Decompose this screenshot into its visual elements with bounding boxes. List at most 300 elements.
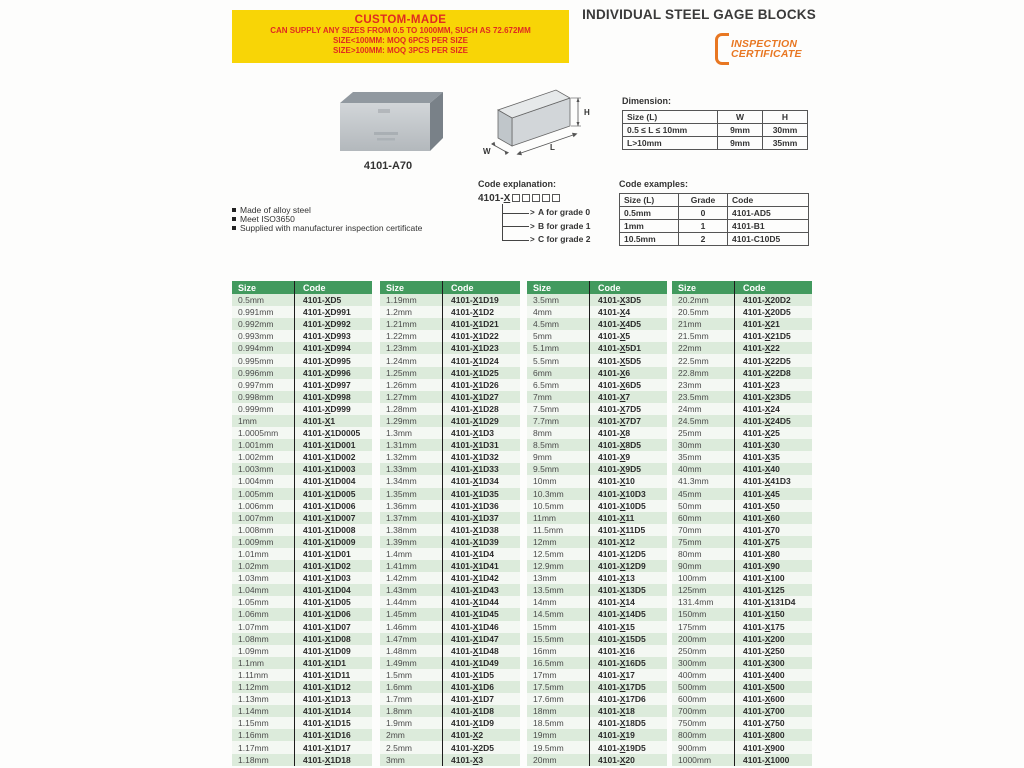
- code-cell: 4101-X1D07: [294, 621, 372, 633]
- size-cell: 0.993mm: [238, 331, 274, 342]
- table-row: [232, 669, 372, 681]
- size-cell: 0.995mm: [238, 355, 274, 366]
- header-cell: W: [718, 111, 763, 124]
- table-row: [672, 572, 812, 584]
- code-cell: 4101-X1D5: [442, 669, 520, 681]
- table-row: [380, 318, 520, 330]
- code-cell: 4101-X500: [734, 681, 812, 693]
- size-cell: 1.21mm: [386, 319, 417, 330]
- code-cell: 4101-X60: [734, 512, 812, 524]
- size-cell: 41.3mm: [678, 476, 709, 487]
- table-row: [527, 500, 667, 512]
- code-cell: 4101-X20D5: [734, 306, 812, 318]
- table-row: [527, 354, 667, 366]
- table-row: [232, 354, 372, 366]
- size-cell: 1.38mm: [386, 524, 417, 535]
- code-cell: 4101-X1D05: [294, 596, 372, 608]
- table-row: [232, 318, 372, 330]
- size-cell: 1.48mm: [386, 645, 417, 656]
- table-row: [527, 657, 667, 669]
- table-row: [380, 596, 520, 608]
- table-row: [527, 451, 667, 463]
- size-cell: 10.3mm: [533, 488, 564, 499]
- table-row: [380, 572, 520, 584]
- size-cell: 1.009mm: [238, 536, 274, 547]
- size-cell: 1.11mm: [238, 669, 269, 680]
- table-row: [527, 463, 667, 475]
- table-row: [672, 693, 812, 705]
- digit-box: [512, 194, 520, 202]
- size-cell: 0.999mm: [238, 403, 274, 414]
- code-cell: 4101-X100: [734, 572, 812, 584]
- table-row: [380, 669, 520, 681]
- size-header-cell: Size: [678, 282, 697, 293]
- table-row: [527, 415, 667, 427]
- code-cell: 4101-X1D48: [442, 645, 520, 657]
- header-cell: Code: [728, 194, 809, 207]
- size-cell: 1.44mm: [386, 597, 417, 608]
- code-cell: 4101-X1D41: [442, 560, 520, 572]
- size-table-header: [527, 281, 667, 294]
- size-cell: 22mm: [678, 343, 702, 354]
- size-cell: 1.0005mm: [238, 428, 279, 439]
- code-examples-section: [619, 179, 809, 246]
- size-cell: 0.992mm: [238, 319, 274, 330]
- table-row: [672, 294, 812, 306]
- code-cell: 4101-X1D15: [294, 717, 372, 729]
- code-cell: 4101-X6D5: [589, 379, 667, 391]
- table-row: [232, 439, 372, 451]
- code-cell: 4101-X5D1: [589, 342, 667, 354]
- size-cell: 16.5mm: [533, 657, 564, 668]
- size-cell: 1.42mm: [386, 573, 417, 584]
- table-row: [672, 536, 812, 548]
- table-row: [380, 294, 520, 306]
- table-row: [232, 488, 372, 500]
- size-cell: 1.37mm: [386, 512, 417, 523]
- code-cell: 4101-X1D23: [442, 342, 520, 354]
- size-cell: 8.5mm: [533, 440, 559, 451]
- code-cell: 4101-X1D3: [442, 427, 520, 439]
- code-cell: 4101-X1000: [734, 754, 812, 766]
- feature-text: Made of alloy steel: [240, 205, 311, 216]
- table-row: [232, 633, 372, 645]
- table-row: [232, 681, 372, 693]
- size-cell: 1mm: [238, 415, 257, 426]
- table-row: [380, 500, 520, 512]
- size-cell: 1.3mm: [386, 428, 412, 439]
- table-row: [232, 427, 372, 439]
- code-digit-boxes: [510, 193, 560, 204]
- size-cell: 1.32mm: [386, 452, 417, 463]
- size-cell: 1.004mm: [238, 476, 274, 487]
- size-cell: 1.29mm: [386, 415, 417, 426]
- size-cell: 30mm: [678, 440, 702, 451]
- table-row: [232, 657, 372, 669]
- size-cell: 75mm: [678, 536, 702, 547]
- table-row: [672, 330, 812, 342]
- size-cell: 3mm: [386, 754, 405, 765]
- cell: 4101-AD5: [728, 207, 809, 220]
- code-cell: 4101-X1D1: [294, 657, 372, 669]
- size-cell: 35mm: [678, 452, 702, 463]
- feature-item: [232, 224, 422, 233]
- table-row: [232, 705, 372, 717]
- digit-box: [522, 194, 530, 202]
- table-row: [672, 741, 812, 753]
- code-cell: 4101-XD996: [294, 367, 372, 379]
- code-cell: 4101-X25: [734, 427, 812, 439]
- arrow-icon: >: [530, 235, 535, 244]
- code-cell: 4101-X70: [734, 524, 812, 536]
- code-cell: 4101-X7: [589, 391, 667, 403]
- table-row: [232, 500, 372, 512]
- size-cell: 1.26mm: [386, 379, 417, 390]
- size-cell: 1.22mm: [386, 331, 417, 342]
- code-cell: 4101-X600: [734, 693, 812, 705]
- code-cell: 4101-X1D38: [442, 524, 520, 536]
- table-row: [380, 681, 520, 693]
- size-cell: 14mm: [533, 597, 557, 608]
- cell: 9mm: [718, 124, 763, 137]
- code-cell: 4101-X1D002: [294, 451, 372, 463]
- table-row: [672, 754, 812, 766]
- table-row: [232, 379, 372, 391]
- table-row: [527, 741, 667, 753]
- code-cell: 4101-X700: [734, 705, 812, 717]
- table-row: [527, 717, 667, 729]
- code-cell: 4101-X1D29: [442, 415, 520, 427]
- code-cell: 4101-X1D47: [442, 633, 520, 645]
- size-cell: 21.5mm: [678, 331, 709, 342]
- code-cell: 4101-X80: [734, 548, 812, 560]
- header-cell: H: [763, 111, 808, 124]
- code-cell: 4101-X1D36: [442, 500, 520, 512]
- size-cell: 24.5mm: [678, 415, 709, 426]
- code-cell: 4101-X2: [442, 729, 520, 741]
- size-cell: 11.5mm: [533, 524, 564, 535]
- size-cell: 1.34mm: [386, 476, 417, 487]
- table-row: [232, 596, 372, 608]
- size-cell: 13mm: [533, 573, 557, 584]
- size-cell: 250mm: [678, 645, 707, 656]
- code-cell: 4101-X1D4: [442, 548, 520, 560]
- cell: 9mm: [718, 137, 763, 150]
- size-table-header: [672, 281, 812, 294]
- size-cell: 9mm: [533, 452, 552, 463]
- code-cell: 4101-X1D13: [294, 693, 372, 705]
- size-cell: 1.41mm: [386, 561, 417, 572]
- size-cell: 4.5mm: [533, 319, 559, 330]
- table-row: [527, 439, 667, 451]
- code-cell: 4101-X1D35: [442, 488, 520, 500]
- table-row: [672, 306, 812, 318]
- digit-box: [552, 194, 560, 202]
- size-cell: 0.5mm: [238, 295, 264, 306]
- size-cell: 12mm: [533, 536, 557, 547]
- table-row: [672, 717, 812, 729]
- size-cell: 600mm: [678, 694, 707, 705]
- code-cell: 4101-X250: [734, 645, 812, 657]
- table-row: [527, 403, 667, 415]
- size-cell: 1.19mm: [386, 295, 417, 306]
- size-table-header: [232, 281, 372, 294]
- size-cell: 700mm: [678, 706, 707, 717]
- dimension-heading: Dimension:: [622, 96, 672, 106]
- table-row: [380, 524, 520, 536]
- table-row: [380, 354, 520, 366]
- grade-label: B for grade 1: [538, 220, 591, 231]
- code-cell: 4101-X1D49: [442, 657, 520, 669]
- size-cell: 4mm: [533, 307, 552, 318]
- table-row: [380, 475, 520, 487]
- code-cell: 4101-X1D004: [294, 475, 372, 487]
- size-cell: 1.12mm: [238, 682, 269, 693]
- code-cell: 4101-X14D5: [589, 608, 667, 620]
- table-row: [380, 729, 520, 741]
- table-row: [672, 451, 812, 463]
- code-cell: 4101-X1D25: [442, 367, 520, 379]
- product-photo: [330, 88, 450, 167]
- table-row: [527, 391, 667, 403]
- code-cell: 4101-X1D37: [442, 512, 520, 524]
- size-header-cell: Size: [238, 282, 257, 293]
- code-cell: 4101-X1D7: [442, 693, 520, 705]
- code-cell: 4101-X19D5: [589, 741, 667, 753]
- table-row: [527, 621, 667, 633]
- inspection-certificate-badge: [715, 33, 802, 65]
- table-row: [527, 342, 667, 354]
- table-row: [620, 207, 809, 220]
- size-cell: 100mm: [678, 573, 707, 584]
- code-header-cell: Code: [734, 281, 812, 294]
- code-cell: 4101-X9: [589, 451, 667, 463]
- table-row: [380, 536, 520, 548]
- table-row: [672, 645, 812, 657]
- code-header-cell: Code: [442, 281, 520, 294]
- code-cell: 4101-X10D3: [589, 488, 667, 500]
- size-table-3: [527, 281, 667, 766]
- code-header-cell: Code: [294, 281, 372, 294]
- size-cell: 1.27mm: [386, 391, 417, 402]
- table-row: [527, 330, 667, 342]
- code-cell: 4101-X1D6: [442, 681, 520, 693]
- code-cell: 4101-X13: [589, 572, 667, 584]
- size-cell: 5.1mm: [533, 343, 559, 354]
- size-cell: 150mm: [678, 609, 707, 620]
- size-cell: 15mm: [533, 621, 557, 632]
- code-cell: 4101-X2D5: [442, 741, 520, 753]
- size-cell: 125mm: [678, 585, 707, 596]
- code-cell: 4101-X1D06: [294, 608, 372, 620]
- table-row: [232, 451, 372, 463]
- code-cell: 4101-X6: [589, 367, 667, 379]
- arrow-icon: >: [530, 221, 535, 231]
- table-row: [672, 500, 812, 512]
- table-row: [232, 330, 372, 342]
- code-cell: 4101-X5D5: [589, 354, 667, 366]
- table-row: [620, 233, 809, 246]
- code-cell: 4101-X35: [734, 451, 812, 463]
- code-cell: 4101-X10D5: [589, 500, 667, 512]
- size-cell: 17.5mm: [533, 682, 564, 693]
- custom-made-line: SIZE>100MM: MOQ 3PCS PER SIZE: [333, 46, 468, 55]
- code-cell: 4101-X1D16: [294, 729, 372, 741]
- code-cell: 4101-X7D5: [589, 403, 667, 415]
- table-row: [380, 621, 520, 633]
- size-cell: 22.5mm: [678, 355, 709, 366]
- block-diagram: [482, 84, 600, 169]
- code-cell: 4101-X19: [589, 729, 667, 741]
- table-row: [232, 693, 372, 705]
- size-cell: 1.02mm: [238, 561, 269, 572]
- size-cell: 25mm: [678, 428, 702, 439]
- table-row: [672, 354, 812, 366]
- cell: 4101-C10D5: [728, 233, 809, 246]
- table-row: [672, 439, 812, 451]
- cell: 10.5mm: [620, 233, 679, 246]
- size-cell: 1000mm: [678, 754, 712, 765]
- table-row: [527, 608, 667, 620]
- table-row: [672, 403, 812, 415]
- cell: 1mm: [620, 220, 679, 233]
- code-cell: 4101-X24D5: [734, 415, 812, 427]
- size-cell: 18mm: [533, 706, 557, 717]
- size-cell: 20.2mm: [678, 295, 709, 306]
- code-cell: 4101-X1D44: [442, 596, 520, 608]
- size-cell: 1.8mm: [386, 706, 412, 717]
- header-cell: Size (L): [620, 194, 679, 207]
- size-cell: 6.5mm: [533, 379, 559, 390]
- code-cell: 4101-X21: [734, 318, 812, 330]
- table-row: [527, 584, 667, 596]
- size-cell: 1.47mm: [386, 633, 417, 644]
- table-row: [380, 754, 520, 766]
- table-row: [672, 488, 812, 500]
- code-cell: 4101-X10: [589, 475, 667, 487]
- table-row: [527, 705, 667, 717]
- table-row: [380, 306, 520, 318]
- size-cell: 2mm: [386, 730, 405, 741]
- size-cell: 20mm: [533, 754, 557, 765]
- size-cell: 1.2mm: [386, 307, 412, 318]
- table-row: [380, 330, 520, 342]
- size-cell: 5mm: [533, 331, 552, 342]
- size-table-4: [672, 281, 812, 766]
- code-cell: 4101-X11D5: [589, 524, 667, 536]
- size-cell: 8mm: [533, 428, 552, 439]
- table-row: [232, 294, 372, 306]
- table-row: [232, 403, 372, 415]
- size-cell: 1.18mm: [238, 754, 269, 765]
- code-cell: 4101-X800: [734, 729, 812, 741]
- table-row: [527, 572, 667, 584]
- size-cell: 1.28mm: [386, 403, 417, 414]
- size-cell: 23mm: [678, 379, 702, 390]
- code-cell: 4101-X16D5: [589, 657, 667, 669]
- size-cell: 19.5mm: [533, 742, 564, 753]
- size-cell: 0.996mm: [238, 367, 274, 378]
- code-cell: 4101-XD993: [294, 330, 372, 342]
- code-cell: 4101-X23D5: [734, 391, 812, 403]
- table-row: [380, 391, 520, 403]
- code-examples-table: [619, 193, 809, 246]
- size-cell: 200mm: [678, 633, 707, 644]
- code-cell: 4101-X1D09: [294, 645, 372, 657]
- code-x-placeholder: X: [503, 193, 511, 204]
- code-cell: 4101-X17D6: [589, 693, 667, 705]
- code-cell: 4101-X20D2: [734, 294, 812, 306]
- table-row: [380, 584, 520, 596]
- size-cell: 1.09mm: [238, 645, 269, 656]
- code-cell: 4101-X1D32: [442, 451, 520, 463]
- table-row: [672, 621, 812, 633]
- code-cell: 4101-X1D009: [294, 536, 372, 548]
- size-cell: 3.5mm: [533, 295, 559, 306]
- table-row: [672, 608, 812, 620]
- size-cell: 15.5mm: [533, 633, 564, 644]
- size-cell: 1.001mm: [238, 440, 274, 451]
- product-model-label: 4101-A70: [363, 160, 413, 172]
- table-row: [527, 633, 667, 645]
- size-cell: 1.13mm: [238, 694, 269, 705]
- table-row: [623, 137, 808, 150]
- size-cell: 0.991mm: [238, 307, 274, 318]
- table-row: [672, 318, 812, 330]
- size-cell: 12.5mm: [533, 549, 564, 560]
- table-row: [672, 681, 812, 693]
- table-row: [527, 681, 667, 693]
- cell: 0: [679, 207, 728, 220]
- code-cell: 4101-XD992: [294, 318, 372, 330]
- size-cell: 1.6mm: [386, 682, 412, 693]
- code-cell: 4101-X1D18: [294, 754, 372, 766]
- size-cell: 1.35mm: [386, 488, 417, 499]
- table-row: [380, 488, 520, 500]
- code-cell: 4101-X17D5: [589, 681, 667, 693]
- cell: 2: [679, 233, 728, 246]
- size-cell: 1.03mm: [238, 573, 269, 584]
- table-row: [380, 463, 520, 475]
- feature-text: Supplied with manufacturer inspection certificate: [240, 223, 423, 233]
- table-row: [527, 645, 667, 657]
- code-cell: 4101-X175: [734, 621, 812, 633]
- table-row: [672, 463, 812, 475]
- table-row: [527, 294, 667, 306]
- diagram-label-l: L: [550, 143, 555, 152]
- code-cell: 4101-X1D22: [442, 330, 520, 342]
- grade-label: C for grade 2: [538, 234, 591, 244]
- table-row: [232, 645, 372, 657]
- code-cell: 4101-X11: [589, 512, 667, 524]
- size-table-1: [232, 281, 372, 766]
- certificate-bracket-icon: [715, 33, 729, 65]
- bullet-icon: [232, 208, 236, 212]
- table-row: [380, 548, 520, 560]
- dimension-table: [622, 110, 808, 150]
- code-explanation-heading: Code explanation:: [478, 179, 557, 189]
- page-title: INDIVIDUAL STEEL GAGE BLOCKS: [582, 7, 816, 22]
- table-row: [527, 318, 667, 330]
- table-row: [380, 608, 520, 620]
- code-cell: 4101-X1: [294, 415, 372, 427]
- size-cell: 7.7mm: [533, 415, 559, 426]
- code-cell: 4101-XD999: [294, 403, 372, 415]
- code-pattern: 4101-X: [478, 193, 590, 204]
- table-row: [672, 427, 812, 439]
- custom-made-line: SIZE<100MM: MOQ 6PCS PER SIZE: [333, 36, 468, 45]
- table-row: [232, 463, 372, 475]
